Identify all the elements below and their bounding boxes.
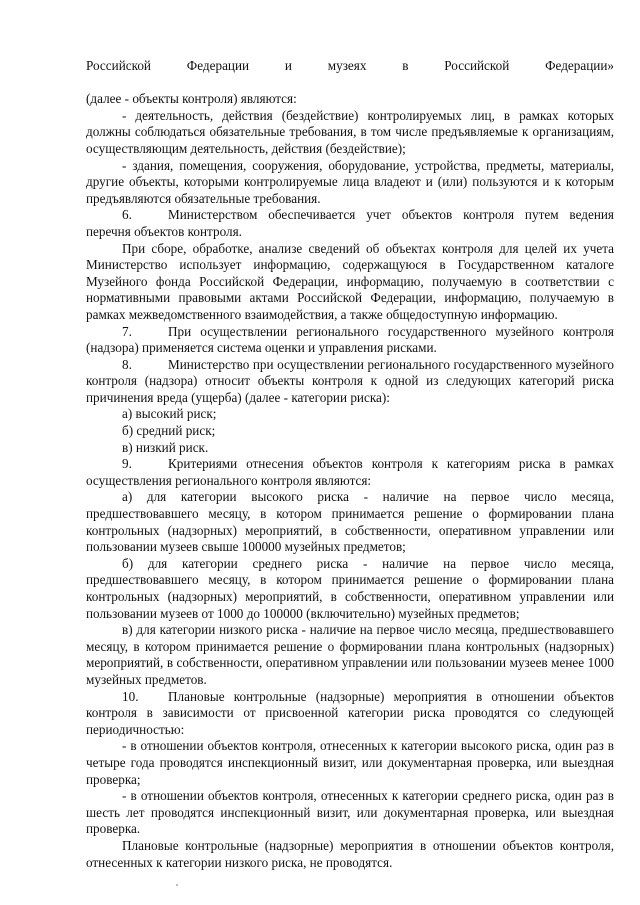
periodicity-medium-item: - в отношении объектов контроля, отнесенных к категории среднего риска, один раз в шесть лет проводятся инспекционный визит, или документарная проверка, или выездная проверка. — [86, 788, 614, 837]
periodicity-low-paragraph: Плановые контрольные (надзорные) мероприятия в отношении объектов контроля, отнесенных к категории низкого риска, не проводятся. — [86, 837, 614, 870]
criteria-medium-item: б) для категории среднего риска - наличие на первое число месяца, предшествовавшего месяцу, в котором принимается решение о формировании плана контрольных (надзорных) мероприятий, в собственности, оперативном управлении или пользовании музеев от 1000 до 100000 (включительно) музейных предметов; — [86, 555, 614, 621]
clause-9-text: Критериями отнесения объектов контроля к категориям риска в рамках осуществления регионального контроля являются: — [86, 456, 614, 488]
criteria-high-item: а) для категории высокого риска - наличие на первое число месяца, предшествовавшего месяцу, в котором принимается решение о формировании плана контрольных (надзорных) мероприятий, в собственности, оперативном управлении или пользовании музеев свыше 100000 музейных предметов; — [86, 489, 614, 555]
clause-8-text: Министерство при осуществлении регионального государственного музейного контроля (надзора) относит объекты контроля к одной из следующих категорий риска причинения вреда (ущерба) (далее - категории риска): — [86, 356, 614, 405]
clause-8 — [86, 357, 614, 407]
clause-9-number: 9. — [122, 456, 132, 472]
clause-7 — [86, 324, 614, 357]
paragraph-objects-definition: (далее - объекты контроля) являются: — [86, 91, 297, 107]
clause-10-number: 10. — [122, 688, 139, 704]
paragraph-data-collection: При сборе, обработке, анализе сведений об объектах контроля для целей их учета Министерство использует информацию, содержащуюся в Государственном каталоге Музейного фонда Российской Федерации, информацию, получаемую в соответствии с нормативными правовыми актами Российской Федерации, информацию, получаемую в рамках межведомственного взаимодействия, а также общедоступную информацию. — [86, 240, 614, 322]
clause-7-number: 7. — [122, 323, 132, 339]
risk-high-item: а) высокий риск; — [122, 406, 217, 422]
paragraph-buildings-item: - здания, помещения, сооружения, оборудование, устройства, предметы, материалы, другие объекты, которыми контролируемые лица владеют и (или) пользуются и к которым предъявляются обязательные требования. — [86, 157, 614, 206]
risk-low-item: в) низкий риск. — [122, 439, 209, 455]
paragraph-continued-line: Российской Федерации и музеях в Российской Федерации» — [86, 58, 614, 73]
clause-6-number: 6. — [122, 207, 132, 223]
clause-6-text: Министерством обеспечивается учет объектов контроля путем ведения перечня объектов контроля. — [86, 207, 614, 239]
document-body — [86, 58, 614, 871]
clause-8-number: 8. — [122, 356, 132, 372]
risk-medium-item: б) средний риск; — [122, 423, 216, 439]
scan-speck — [176, 884, 178, 886]
clause-6 — [86, 207, 614, 240]
paragraph-activity-item: - деятельность, действия (бездействие) контролируемых лиц, в рамках которых должны соблюдаться обязательные требования, в том числе предъявляемые к организациям, осуществляющим деятельность, действия (бездействие); — [86, 107, 614, 156]
criteria-low-item: в) для категории низкого риска - наличие на первое число месяца, предшествовавшего месяцу, в котором принимается решение о формировании плана контрольных (надзорных) мероприятий, в собственности, оперативном управлении или пользовании музеев менее 1000 музейных предметов. — [86, 622, 614, 687]
periodicity-high-item: - в отношении объектов контроля, отнесенных к категории высокого риска, один раз в четыре года проводятся инспекционный визит, или документарная проверка, или выездная проверка; — [86, 738, 614, 787]
clause-7-text: При осуществлении регионального государственного музейного контроля (надзора) применяется система оценки и управления рисками. — [86, 323, 614, 356]
clause-9 — [86, 456, 614, 489]
clause-10 — [86, 689, 614, 739]
clause-10-text: Плановые контрольные (надзорные) мероприятия в отношении объектов контроля в зависимости от присвоенной категории риска проводятся со следующей периодичностью: — [86, 688, 614, 737]
